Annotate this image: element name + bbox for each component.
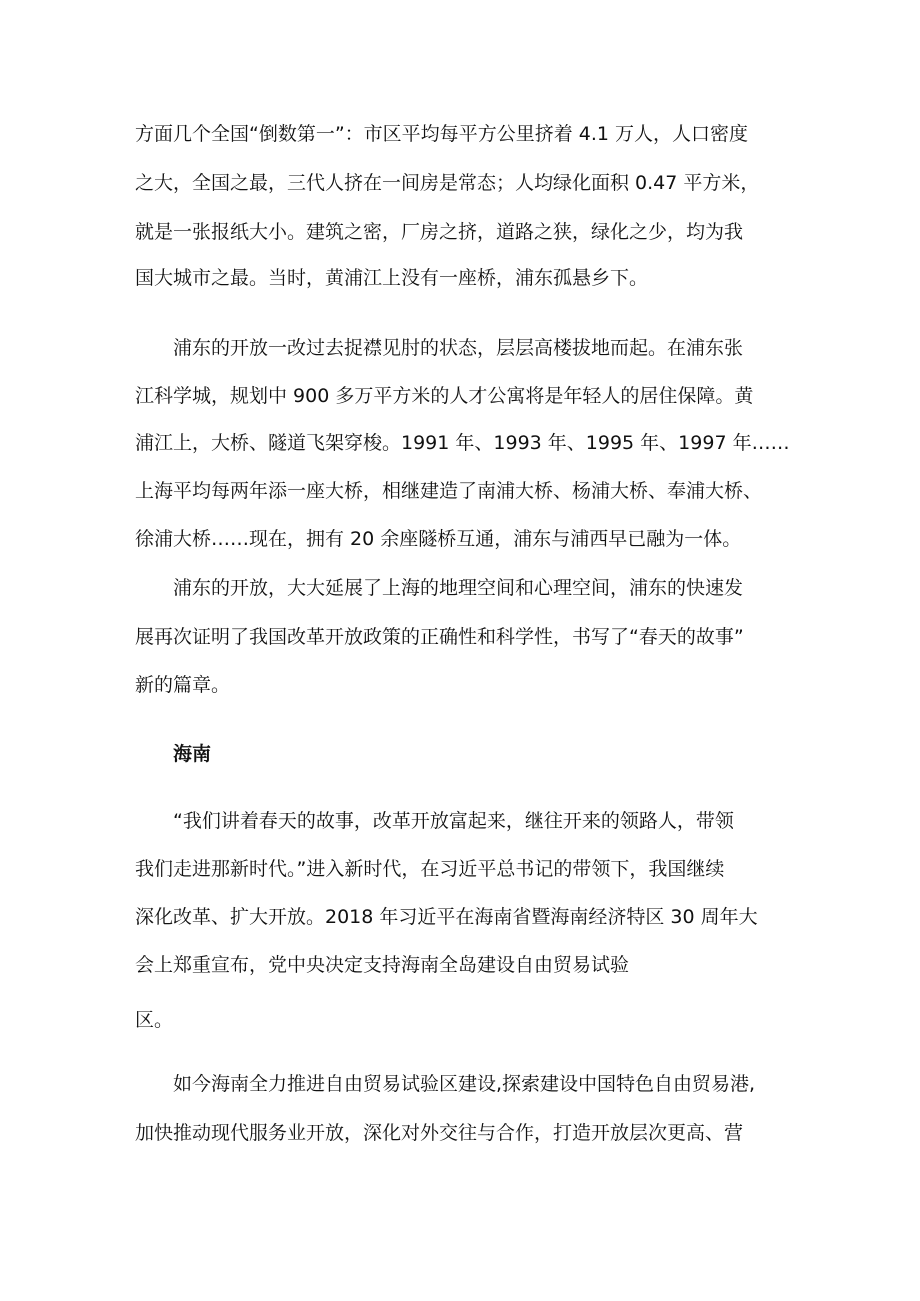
- paragraph-4-line-4: 会上郑重宣布，党中央决定支持海南全岛建设自由贸易试验: [135, 954, 630, 976]
- paragraph-5-line-2: 加快推动现代服务业开放，深化对外交往与合作，打造开放层次更高、营: [135, 1122, 744, 1144]
- paragraph-3-line-3: 新的篇章。: [135, 674, 231, 696]
- paragraph-3-line-2: 展再次证明了我国改革开放政策的正确性和科学性，书写了“春天的故事”: [135, 626, 744, 648]
- paragraph-2-line-3: 浦江上，大桥、隧道飞架穿梭。1991 年、1993 年、1995 年、1997 年……: [135, 432, 790, 454]
- paragraph-1-line-4: 国大城市之最。当时，黄浦江上没有一座桥，浦东孤悬乡下。: [135, 267, 649, 289]
- paragraph-2-line-2: 江科学城，规划中 900 多万平方米的人才公寓将是年轻人的居住保障。黄: [135, 385, 754, 407]
- paragraph-1-line-2: 之大，全国之最，三代人挤在一间房是常态；人均绿化面积 0.47 平方米，: [135, 172, 760, 194]
- paragraph-5-line-1: 如今海南全力推进自由贸易试验区建设,探索建设中国特色自由贸易港,: [173, 1073, 756, 1095]
- paragraph-2-line-4: 上海平均每两年添一座大桥，相继建造了南浦大桥、杨浦大桥、奉浦大桥、: [135, 480, 763, 502]
- section-heading: 海南: [173, 743, 212, 765]
- paragraph-1-line-3: 就是一张报纸大小。建筑之密，厂房之挤，道路之狭，绿化之少，均为我: [135, 221, 744, 243]
- paragraph-4-line-5: 区。: [135, 1009, 174, 1031]
- paragraph-2-line-5: 徐浦大桥……现在，拥有 20 余座隧桥互通，浦东与浦西早已融为一体。: [135, 528, 742, 550]
- paragraph-2-line-1: 浦东的开放一改过去捉襟见肘的状态，层层高楼拔地而起。在浦东张: [173, 337, 744, 359]
- paragraph-4-line-3: 深化改革、扩大开放。2018 年习近平在海南省暨海南经济特区 30 周年大: [135, 906, 758, 928]
- paragraph-4-line-1: “我们讲着春天的故事，改革开放富起来，继往开来的领路人，带领: [173, 810, 734, 832]
- paragraph-1-line-1: 方面几个全国“倒数第一”：市区平均每平方公里挤着 4.1 万人，人口密度: [135, 123, 748, 145]
- paragraph-3-line-1: 浦东的开放，大大延展了上海的地理空间和心理空间，浦东的快速发: [173, 577, 744, 599]
- paragraph-4-line-2: 我们走进那新时代。”进入新时代，在习近平总书记的带领下，我国继续: [135, 858, 725, 880]
